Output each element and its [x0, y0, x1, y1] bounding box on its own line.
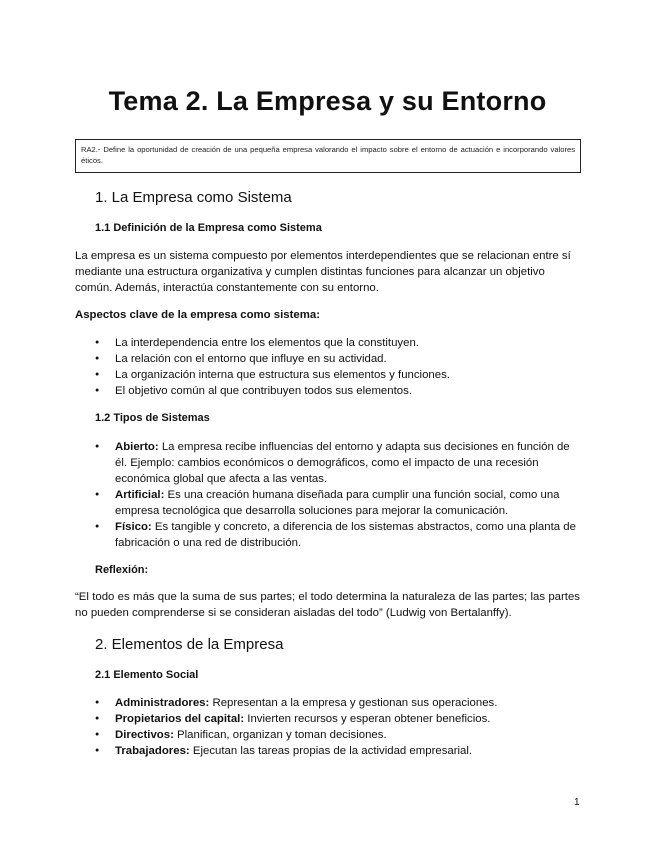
reflexion-quote: “El todo es más que la suma de sus partes; el todo determina la naturaleza de las partes; las partes no pueden comprenderse si se consideran aisladas del todo” (Ludwig von Bertalanffy).: [75, 591, 580, 619]
section-1-heading: 1. La Empresa como Sistema: [95, 189, 292, 206]
list-item-term: Trabajadores:: [115, 745, 190, 757]
page-number: 1: [574, 797, 580, 808]
list-item-text: La organización interna que estructura sus elementos y funciones.: [115, 369, 450, 381]
learning-outcome-box: RA2.- Define la oportunidad de creación de una pequeña empresa valorando el impacto sobre el entorno de actuación e incorporando valores éticos.: [75, 139, 581, 173]
subsection-1-2-heading: 1.2 Tipos de Sistemas: [95, 412, 210, 424]
list-item: [95, 367, 580, 383]
aspects-list: [95, 335, 580, 399]
reflexion-label: Reflexión:: [95, 564, 149, 576]
list-item-text: Es tangible y concreto, a diferencia de los sistemas abstractos, como una planta de fabricación o una red de distribución.: [115, 521, 576, 549]
list-item-term: Propietarios del capital:: [115, 713, 245, 725]
list-item: [95, 695, 580, 711]
list-item-text: La relación con el entorno que influye en su actividad.: [115, 353, 387, 365]
list-item: [95, 439, 580, 487]
list-item-text: El objetivo común al que contribuyen todos sus elementos.: [115, 385, 412, 397]
system-types-list: [95, 439, 580, 551]
list-item: [95, 335, 580, 351]
list-item-text: Invierten recursos y esperan obtener beneficios.: [244, 713, 491, 725]
list-item: [95, 487, 580, 519]
list-item: [95, 743, 580, 759]
definition-paragraph: La empresa es un sistema compuesto por elementos interdependientes que se relacionan entre sí mediante una estructura organizativa y cumplen distintas funciones para alcanzar un objetivo común. Además, interactúa constantemente con su entorno.: [75, 250, 571, 294]
list-item-term: Artificial:: [115, 489, 165, 501]
list-item-text: Representan a la empresa y gestionan sus operaciones.: [209, 697, 498, 709]
list-item-text: La interdependencia entre los elementos que la constituyen.: [115, 337, 419, 349]
list-item-term: Directivos:: [115, 729, 174, 741]
list-item-text: Es una creación humana diseñada para cumplir una función social, como una empresa tecnológica que desarrolla soluciones para mejorar la comunicación.: [115, 489, 560, 517]
section-2-heading: 2. Elementos de la Empresa: [95, 636, 284, 653]
list-item: [95, 383, 580, 399]
aspects-label: Aspectos clave de la empresa como sistema:: [75, 309, 321, 321]
document-title: Tema 2. La Empresa y su Entorno: [108, 86, 547, 116]
list-item-text: La empresa recibe influencias del entorno y adapta sus decisiones en función de él. Ejemplo: cambios económicos o demográficos, como el impacto de una recesión económica global que afecta a las ventas.: [115, 441, 570, 485]
list-item: [95, 351, 580, 367]
list-item-term: Abierto:: [115, 441, 159, 453]
list-item-text: Planifican, organizan y toman decisiones.: [173, 729, 387, 741]
list-item-term: Administradores:: [115, 697, 210, 709]
list-item-term: Físico:: [115, 521, 152, 533]
list-item: [95, 519, 580, 551]
subsection-1-1-heading: 1.1 Definición de la Empresa como Sistema: [95, 222, 322, 234]
subsection-2-1-heading: 2.1 Elemento Social: [95, 669, 199, 681]
list-item-text: Ejecutan las tareas propias de la actividad empresarial.: [189, 745, 473, 757]
list-item: [95, 711, 580, 727]
list-item: [95, 727, 580, 743]
social-element-list: [95, 695, 580, 759]
